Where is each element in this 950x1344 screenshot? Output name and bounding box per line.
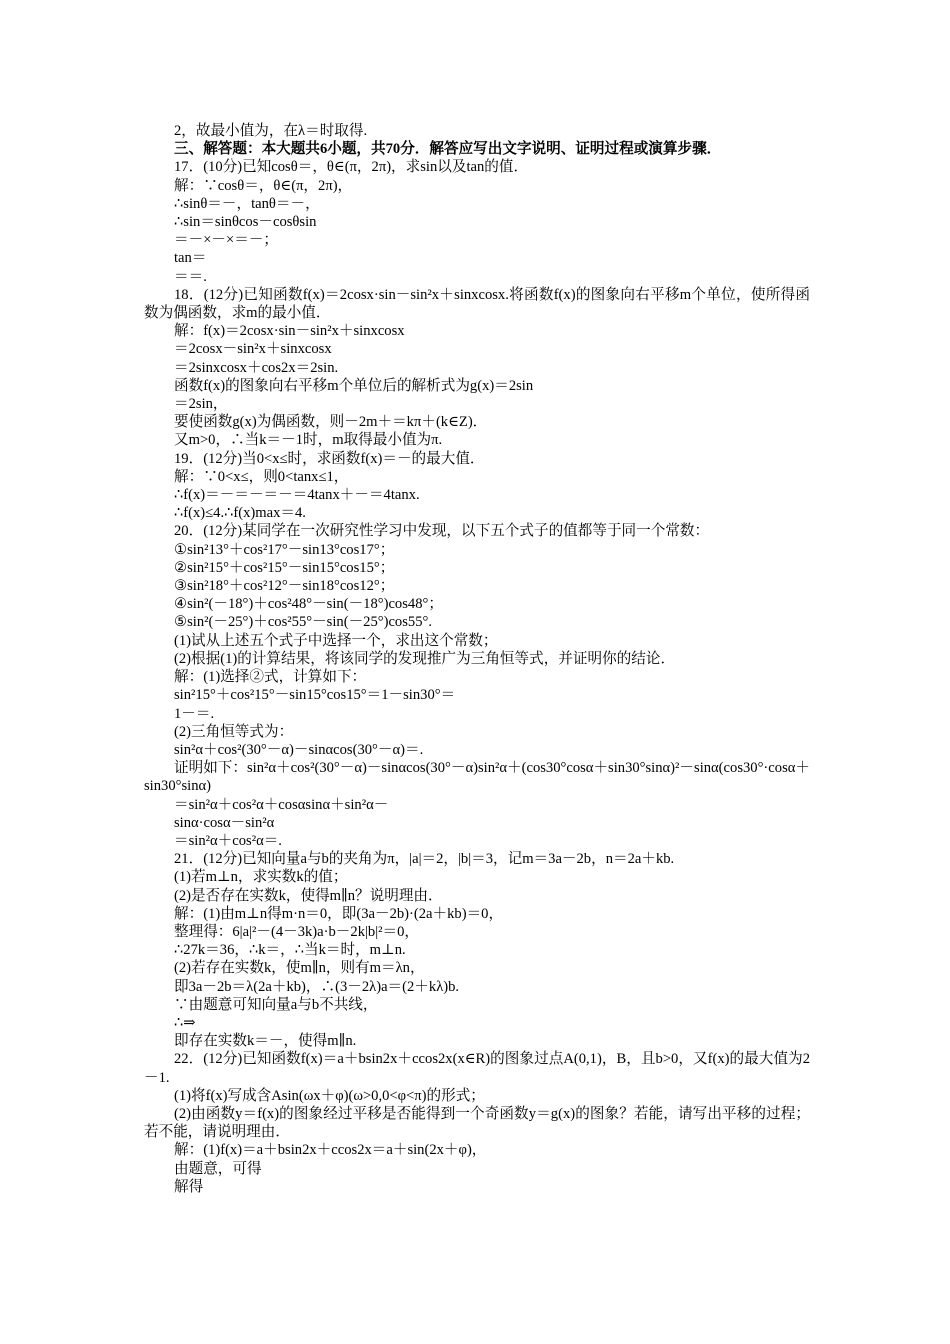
text-line: (2)若存在实数k，使m∥n，则有m＝λn，	[174, 960, 425, 977]
text-line: ∴⇒	[174, 1014, 196, 1031]
text-line: 证明如下：sin²α＋cos²(30°－α)－sinαcos(30°－α)sin²α＋(cos30°cosα＋sin30°sinα)²－sinα(cos30°·cosα＋sin30°sinα)	[144, 760, 810, 795]
text-line: 2，故最小值为，在λ＝时取得.	[174, 123, 368, 139]
text-line: ＝sin²α＋cos²α＝.	[174, 832, 282, 849]
text-line: 解：(1)选择②式，计算如下：	[174, 669, 367, 686]
text-line: 整理得：6|a|²－(4－3k)a·b－2k|b|²＝0，	[174, 923, 419, 940]
text-line: ＝2cosx－sin²x＋sinxcosx	[174, 341, 332, 358]
text-line: 即3a－2b＝λ(2a＋kb)，∴(3－2λ)a＝(2＋kλ)b.	[174, 978, 460, 995]
text-line: (2)三角恒等式为：	[174, 723, 294, 740]
document-body	[144, 122, 810, 1196]
text-line: ⑤sin²(－25°)＋cos²55°－sin(－25°)cos55°.	[174, 614, 432, 631]
text-line: 三、解答题：本大题共6小题，共70分．解答应写出文字说明、证明过程或演算步骤．	[174, 141, 722, 158]
text-line: ＝sin²α＋cos²α＋cosαsinα＋sin²α－	[174, 796, 389, 813]
text-line: 要使函数g(x)为偶函数，则－2m＋＝kπ＋(k∈Z)．	[174, 414, 488, 431]
text-line: ∴f(x)≤4.∴f(x)max＝4.	[174, 505, 306, 522]
text-line: 20．(12分)某同学在一次研究性学习中发现，以下五个式子的值都等于同一个常数：	[174, 523, 710, 540]
text-line: ∴sinθ＝－，tanθ＝－，	[174, 195, 320, 212]
text-line: 即存在实数k＝－，使得m∥n.	[174, 1033, 357, 1050]
text-line: 解：∵cosθ＝，θ∈(π，2π)，	[174, 177, 353, 194]
text-line: 17．(10分)已知cosθ＝，θ∈(π，2π)，求sin以及tan的值．	[174, 159, 529, 176]
text-line: 解得	[174, 1178, 204, 1195]
text-line: (1)将f(x)写成含Asin(ωx＋φ)(ω>0,0<φ<π)的形式；	[174, 1087, 485, 1104]
text-line: 解：(1)f(x)＝a＋bsin2x＋ccos2x＝a＋sin(2x＋φ)，	[174, 1142, 487, 1159]
text-line: (1)若m⊥n，求实数k的值；	[174, 869, 348, 886]
text-line: ＝＝.	[174, 268, 207, 285]
text-line: (1)试从上述五个式子中选择一个，求出这个常数；	[174, 632, 498, 649]
text-line: tan＝	[174, 250, 207, 267]
text-line: 解：∵0<x≤，则0<tanx≤1，	[174, 468, 349, 485]
text-line: 又m>0，∴当k＝－1时，m取得最小值为π.	[174, 432, 443, 449]
text-line: 22．(12分)已知函数f(x)＝a＋bsin2x＋ccos2x(x∈R)的图象过点A(0,1)，B，且b>0，又f(x)的最大值为2－1.	[144, 1051, 810, 1086]
text-line: 函数f(x)的图象向右平移m个单位后的解析式为g(x)＝2sin	[174, 377, 534, 394]
text-line: ＝2sinxcosx＋cos2x＝2sin.	[174, 359, 339, 376]
text-line: ④sin²(－18°)＋cos²48°－sin(－18°)cos48°；	[174, 596, 443, 613]
text-line: 1－＝.	[174, 705, 215, 722]
text-line: ∴27k＝36，∴k＝，∴当k＝时，m⊥n.	[174, 942, 406, 959]
text-line: ∵由题意可知向量a与b不共线，	[174, 996, 378, 1013]
text-line: (2)由函数y＝f(x)的图象经过平移是否能得到一个奇函数y＝g(x)的图象？若能，请写出平移的过程；若不能，请说明理由．	[144, 1105, 810, 1141]
text-line: sinα·cosα－sin²α	[174, 814, 275, 831]
text-line: sin²α＋cos²(30°－α)－sinαcos(30°－α)＝.	[174, 741, 424, 758]
text-line: (2)是否存在实数k，使得m∥n？说明理由．	[174, 887, 443, 904]
text-line: ∴f(x)＝－＝－＝－＝4tanx＋－＝4tanx.	[174, 487, 420, 504]
text-line: ②sin²15°＋cos²15°－sin15°cos15°；	[174, 559, 395, 576]
text-line: 由题意，可得	[174, 1160, 262, 1177]
text-line: (2)根据(1)的计算结果，将该同学的发现推广为三角恒等式，并证明你的结论．	[174, 650, 676, 667]
text-line: sin²15°＋cos²15°－sin15°cos15°＝1－sin30°＝	[174, 687, 456, 704]
text-line: 解：(1)由m⊥n得m·n＝0，即(3a－2b)·(2a＋kb)＝0，	[174, 905, 504, 922]
text-line: ∴sin＝sinθcos－cosθsin	[174, 214, 317, 231]
text-line: ①sin²13°＋cos²17°－sin13°cos17°；	[174, 541, 395, 558]
text-line: 18．(12分)已知函数f(x)＝2cosx·sin－sin²x＋sinxcosx.将函数f(x)的图象向右平移m个单位，使所得函数为偶函数，求m的最小值．	[144, 286, 810, 322]
text-line: 21．(12分)已知向量a与b的夹角为π，|a|＝2，|b|＝3，记m＝3a－2b，n＝2a＋kb.	[174, 851, 675, 868]
text-line: 解：f(x)＝2cosx·sin－sin²x＋sinxcosx	[174, 323, 405, 340]
text-line: ＝－×－×＝－；	[174, 232, 279, 249]
text-line: ＝2sin，	[174, 396, 228, 413]
text-line: ③sin²18°＋cos²12°－sin18°cos12°；	[174, 578, 395, 595]
text-line: 19．(12分)当0<x≤时，求函数f(x)＝－的最大值．	[174, 450, 485, 467]
